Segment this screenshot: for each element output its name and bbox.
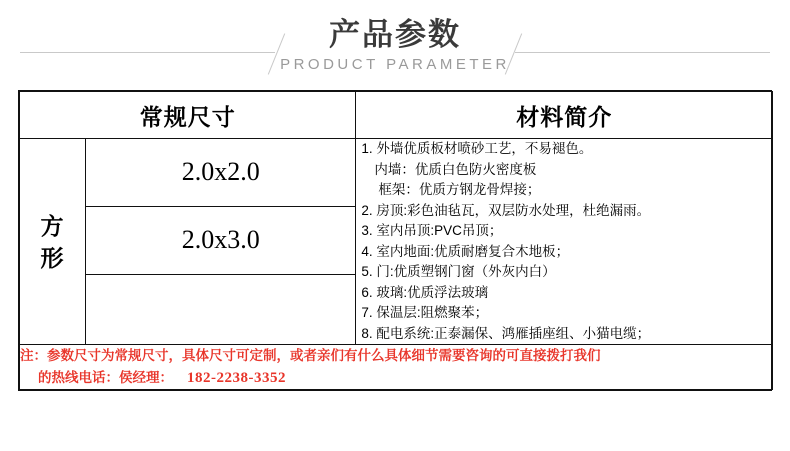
- list-item: 6. 玻璃:优质浮法玻璃: [376, 283, 772, 304]
- hotline-label: 的热线电话：侯经理：: [38, 370, 173, 385]
- list-item: 5. 门:优质塑钢门窗（外灰内白）: [376, 262, 772, 283]
- spec-table: [19, 91, 773, 390]
- table-row: [20, 139, 773, 207]
- page-header: [0, 0, 790, 90]
- page-subtitle: PRODUCT PARAMETER: [280, 55, 510, 73]
- note-text: [20, 345, 773, 390]
- shape-label-line1: 方: [40, 212, 65, 239]
- list-item: 8. 配电系统:正泰漏保、鸿雁插座组、小猫电缆；: [376, 324, 772, 345]
- table-header-row: [20, 92, 773, 139]
- shape-label-line2: 形: [40, 244, 65, 271]
- list-item: 2. 房顶:彩色油毡瓦，双层防水处理，杜绝漏雨。: [376, 201, 772, 222]
- note-row: [20, 345, 773, 390]
- material-sub-2: 框架：优质方钢龙骨焊接；: [378, 182, 541, 197]
- header-rule-left: [20, 52, 275, 53]
- size-value-1: 2.0x2.0: [86, 139, 356, 207]
- page-title: 产品参数: [329, 16, 461, 52]
- header-rule-right: [515, 52, 770, 53]
- material-sub-1: 内墙：优质白色防火密度板: [374, 161, 537, 177]
- note-line-1: 注：参数尺寸为常规尺寸，具体尺寸可定制，或者亲们有什么具体细节需要咨询的可直接拨打我们: [20, 348, 601, 363]
- size-value-2: 2.0x3.0: [86, 206, 356, 274]
- list-item: 1. 外墙优质板材喷砂工艺，不易褪色。: [376, 139, 772, 160]
- material-list: [356, 139, 772, 344]
- header-material: 材料简介: [356, 92, 773, 139]
- list-item: 3. 室内吊顶:PVC吊顶；: [376, 221, 772, 242]
- hotline-number: 182-2238-3352: [187, 370, 286, 386]
- size-value-3: [86, 274, 356, 344]
- spec-table-wrapper: [18, 90, 772, 391]
- header-size: 常规尺寸: [20, 92, 356, 139]
- header-titles: [265, 16, 525, 75]
- note-line-2: [20, 367, 772, 389]
- list-item: 4. 室内地面:优质耐磨复合木地板；: [376, 242, 772, 263]
- material-description: [356, 139, 773, 345]
- shape-label: [20, 139, 86, 345]
- list-item: 7. 保温层:阻燃聚苯；: [376, 303, 772, 324]
